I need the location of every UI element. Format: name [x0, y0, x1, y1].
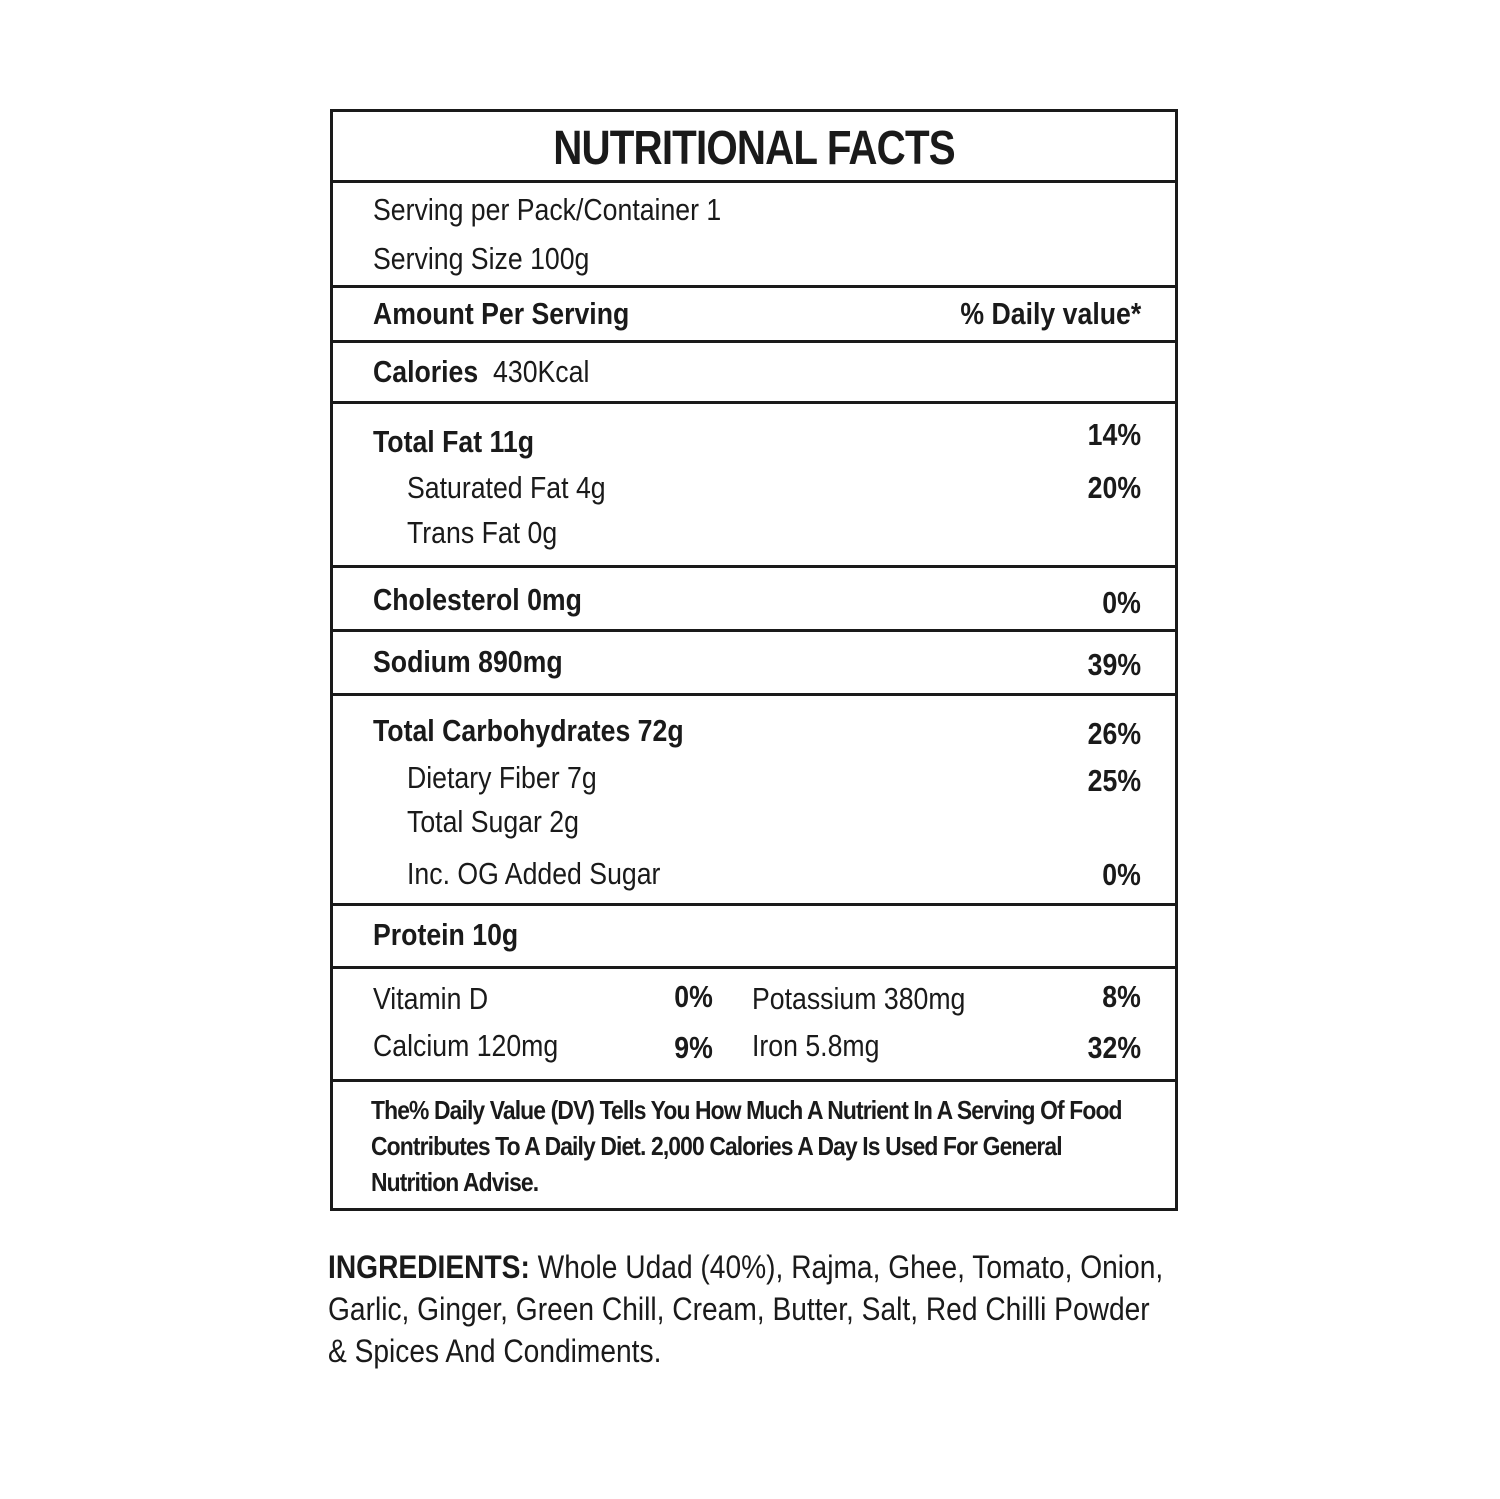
amount-per-serving-header: Amount Per Serving — [373, 296, 630, 331]
calcium-dv: 9% — [674, 1030, 713, 1065]
added-sugar-dv: 0% — [1102, 857, 1141, 892]
trans-fat-label: Trans Fat 0g — [407, 515, 558, 550]
divider — [333, 565, 1175, 568]
dietary-fiber-label: Dietary Fiber 7g — [407, 760, 597, 795]
sodium-dv: 39% — [1087, 647, 1141, 682]
added-sugar-label: Inc. OG Added Sugar — [407, 856, 661, 891]
total-carbohydrates-dv: 26% — [1087, 716, 1141, 751]
iron-dv: 32% — [1087, 1030, 1141, 1065]
total-carbohydrates-label: Total Carbohydrates 72g — [373, 713, 684, 748]
saturated-fat-label: Saturated Fat 4g — [407, 470, 606, 505]
daily-value-header: % Daily value* — [960, 296, 1141, 331]
ingredients-label: INGREDIENTS: — [328, 1249, 530, 1285]
calories-value: 430Kcal — [493, 354, 590, 389]
divider — [333, 693, 1175, 696]
potassium-dv: 8% — [1102, 979, 1141, 1014]
cholesterol-label: Cholesterol 0mg — [373, 582, 582, 617]
nutrition-facts-label — [330, 109, 1178, 1211]
divider — [333, 180, 1175, 183]
sodium-label: Sodium 890mg — [373, 644, 563, 679]
vitamin-d-dv: 0% — [674, 979, 713, 1014]
serving-per-pack: Serving per Pack/Container 1 — [373, 192, 722, 227]
protein-label: Protein 10g — [373, 917, 519, 952]
divider — [333, 966, 1175, 969]
serving-size: Serving Size 100g — [373, 241, 590, 276]
total-sugar-label: Total Sugar 2g — [407, 804, 579, 839]
divider — [333, 285, 1175, 288]
daily-value-footnote: The% Daily Value (DV) Tells You How Much A Nutrient In A Serving Of Food Contributes To A Daily Diet. 2,000 Calories A Day Is Used For General Nutrition Advise. — [371, 1095, 1122, 1197]
vitamin-d-label: Vitamin D — [373, 981, 489, 1016]
iron-label: Iron 5.8mg — [752, 1028, 880, 1063]
divider — [333, 903, 1175, 906]
calories-label: Calories — [373, 354, 479, 389]
cholesterol-dv: 0% — [1102, 585, 1141, 620]
divider — [333, 629, 1175, 632]
potassium-label: Potassium 380mg — [752, 981, 966, 1016]
total-fat-label: Total Fat 11g — [373, 424, 534, 459]
dietary-fiber-dv: 25% — [1087, 763, 1141, 798]
calcium-label: Calcium 120mg — [373, 1028, 559, 1063]
divider — [333, 1079, 1175, 1082]
label-title: NUTRITIONAL FACTS — [553, 122, 955, 175]
divider — [333, 401, 1175, 404]
calories-row — [373, 354, 589, 390]
total-fat-dv: 14% — [1087, 417, 1141, 452]
ingredients-text: Whole Udad (40%), Rajma, Ghee, Tomato, Onion, Garlic, Ginger, Green Chill, Cream, Butter, Salt, Red Chilli Powder & Spices And Condiments. — [328, 1249, 1164, 1369]
saturated-fat-dv: 20% — [1087, 470, 1141, 505]
ingredients — [328, 1246, 1164, 1372]
divider — [333, 340, 1175, 343]
